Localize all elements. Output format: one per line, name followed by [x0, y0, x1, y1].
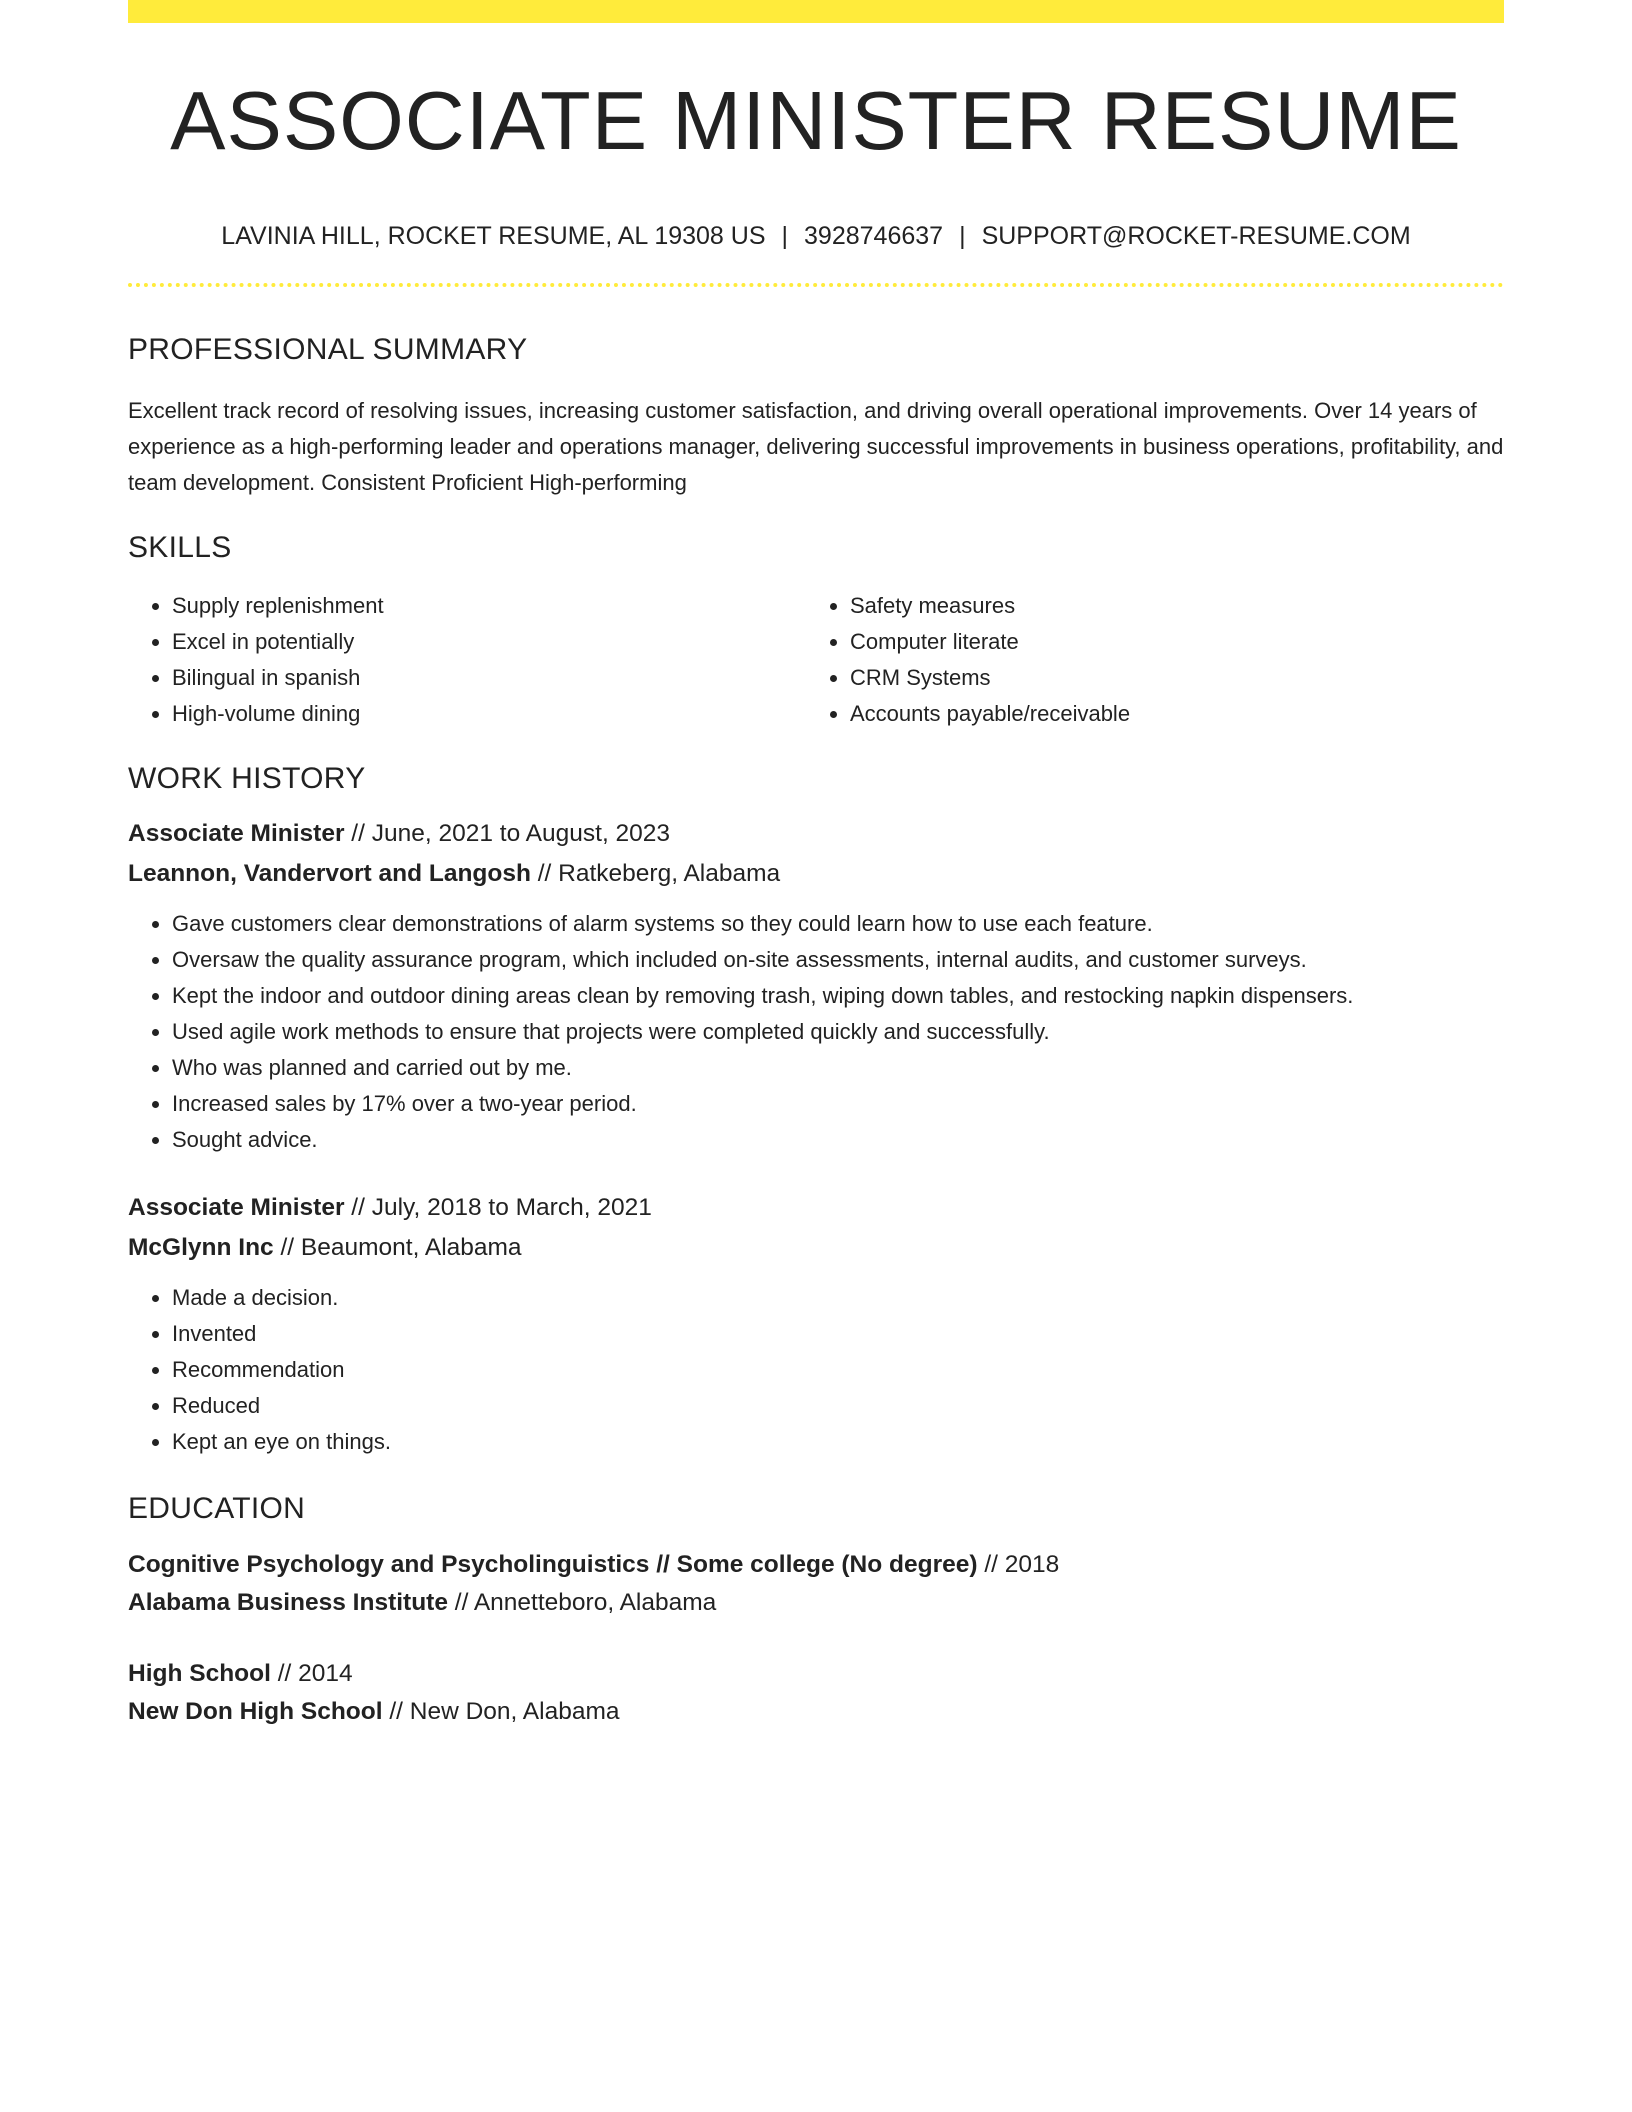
education-school-line	[128, 1584, 1504, 1622]
summary-section	[128, 335, 1504, 501]
list-item: • Increased sales by 17% over a two-year period.	[172, 1086, 1504, 1122]
summary-text: Excellent track record of resolving issues, increasing customer satisfaction, and driving overall operational improvements. Over 14 years of experience as a high-performing leader and operations manager, delivering successful improvements in business operations, profitability, and team development. Consistent Proficient High-performing	[128, 398, 1504, 495]
resume-content	[128, 0, 1504, 1731]
education-location: // New Don, Alabama	[382, 1698, 620, 1725]
job-company-line	[128, 854, 1504, 894]
education-entry	[128, 1655, 1504, 1731]
skills-section	[128, 533, 1504, 732]
dotted-divider	[128, 283, 1504, 287]
education-degree-line	[128, 1546, 1504, 1584]
job-bullets	[128, 906, 1504, 1158]
contact-address: LAVINIA HILL, ROCKET RESUME, AL 19308 US	[221, 222, 766, 250]
skills-column-right	[806, 588, 1484, 732]
job-dates: // July, 2018 to March, 2021	[344, 1194, 652, 1221]
list-item: • Recommendation	[172, 1352, 1504, 1388]
skills-column-left	[128, 588, 806, 732]
skill-item: • Excel in potentially	[172, 624, 806, 660]
job-entry	[128, 814, 1504, 1158]
job-dates: // June, 2021 to August, 2023	[344, 820, 671, 847]
work-history-section	[128, 764, 1504, 1460]
page-title: ASSOCIATE MINISTER RESUME	[170, 74, 1462, 167]
job-entry	[128, 1188, 1504, 1460]
education-year: // 2014	[270, 1660, 353, 1687]
list-item: • Made a decision.	[172, 1280, 1504, 1316]
contact-line	[128, 224, 1504, 249]
job-title-line	[128, 1188, 1504, 1228]
summary-heading: PROFESSIONAL SUMMARY	[128, 333, 528, 366]
skill-item: • Bilingual in spanish	[172, 660, 806, 696]
list-item: • Oversaw the quality assurance program, which included on-site assessments, internal audits, and customer surveys.	[172, 942, 1504, 978]
list-item: • Reduced	[172, 1388, 1504, 1424]
job-location: // Beaumont, Alabama	[273, 1234, 522, 1261]
job-company-line	[128, 1228, 1504, 1268]
list-item: • Who was planned and carried out by me.	[172, 1050, 1504, 1086]
job-location: // Ratkeberg, Alabama	[530, 860, 781, 887]
skill-item: • Computer literate	[850, 624, 1484, 660]
skills-grid	[128, 588, 1504, 732]
skill-item: • Supply replenishment	[172, 588, 806, 624]
job-company: McGlynn Inc	[128, 1234, 274, 1261]
skill-item: • Safety measures	[850, 588, 1484, 624]
education-degree-line	[128, 1655, 1504, 1693]
education-school: New Don High School	[128, 1698, 383, 1725]
list-item: • Kept an eye on things.	[172, 1424, 1504, 1460]
job-company: Leannon, Vandervort and Langosh	[128, 860, 531, 887]
job-title: Associate Minister	[128, 1194, 345, 1221]
education-location: // Annetteboro, Alabama	[447, 1589, 717, 1616]
list-item: • Invented	[172, 1316, 1504, 1352]
skill-item: • Accounts payable/receivable	[850, 696, 1484, 732]
education-degree: High School	[128, 1660, 271, 1687]
contact-separator: |	[959, 222, 966, 250]
work-history-heading: WORK HISTORY	[128, 762, 366, 795]
skill-item: • CRM Systems	[850, 660, 1484, 696]
skills-heading: SKILLS	[128, 531, 232, 564]
education-section	[128, 1494, 1504, 1731]
job-title: Associate Minister	[128, 820, 345, 847]
accent-top-bar	[128, 0, 1504, 23]
education-degree: Cognitive Psychology and Psycholinguistics // Some college (No degree)	[128, 1551, 978, 1578]
education-school: Alabama Business Institute	[128, 1589, 448, 1616]
skill-item: • High-volume dining	[172, 696, 806, 732]
contact-email: SUPPORT@ROCKET-RESUME.COM	[981, 222, 1411, 250]
contact-phone: 3928746637	[804, 222, 944, 250]
job-bullets	[128, 1280, 1504, 1460]
education-school-line	[128, 1693, 1504, 1731]
list-item: • Kept the indoor and outdoor dining areas clean by removing trash, wiping down tables, and restocking napkin dispensers.	[172, 978, 1504, 1014]
list-item: • Gave customers clear demonstrations of alarm systems so they could learn how to use each feature.	[172, 906, 1504, 942]
list-item: • Sought advice.	[172, 1122, 1504, 1158]
list-item: • Used agile work methods to ensure that projects were completed quickly and successfully.	[172, 1014, 1504, 1050]
job-title-line	[128, 814, 1504, 854]
education-entry	[128, 1546, 1504, 1622]
education-year: // 2018	[977, 1551, 1060, 1578]
contact-separator: |	[781, 222, 789, 250]
education-heading: EDUCATION	[128, 1492, 306, 1525]
